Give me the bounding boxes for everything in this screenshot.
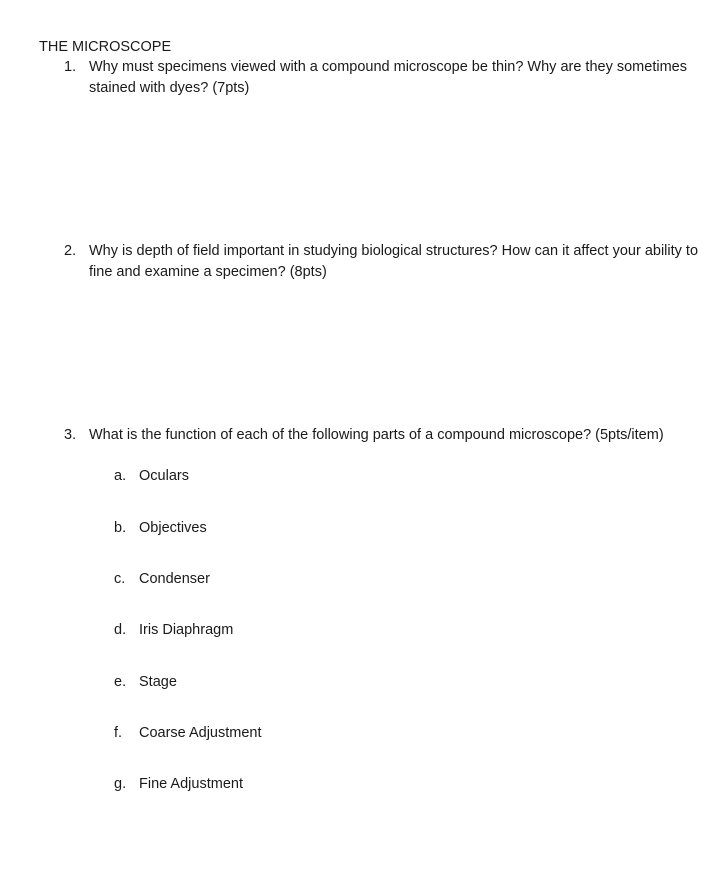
question-number: 3. — [64, 427, 77, 443]
part-label: Oculars — [139, 468, 189, 484]
part-label: Coarse Adjustment — [139, 725, 262, 741]
question-2 — [64, 241, 704, 282]
part-letter: d. — [114, 622, 127, 638]
part-label: Fine Adjustment — [139, 776, 243, 792]
question-1 — [64, 57, 704, 98]
question-text: Why is depth of field important in studying biological structures? How can it affect your ability to fine and examine a specimen? (8pts) — [89, 243, 699, 280]
part-letter: b. — [114, 520, 127, 536]
part-letter: a. — [114, 468, 127, 484]
part-label: Objectives — [139, 520, 207, 536]
part-item-condenser — [114, 569, 210, 590]
question-text: Why must specimens viewed with a compound microscope be thin? Why are they sometimes stained with dyes? (7pts) — [89, 59, 687, 96]
part-label: Condenser — [139, 571, 210, 587]
part-item-stage — [114, 672, 177, 693]
part-letter: c. — [114, 571, 126, 587]
part-letter: f. — [114, 725, 123, 741]
part-item-iris-diaphragm — [114, 620, 233, 641]
question-number: 1. — [64, 59, 77, 75]
part-label: Iris Diaphragm — [139, 622, 234, 638]
question-text: What is the function of each of the following parts of a compound microscope? (5pts/item) — [89, 427, 664, 443]
part-item-objectives — [114, 518, 207, 539]
part-letter: g. — [114, 776, 127, 792]
document-title: THE MICROSCOPE — [39, 39, 172, 55]
part-letter: e. — [114, 674, 127, 690]
part-item-coarse-adjustment — [114, 723, 262, 744]
part-item-fine-adjustment — [114, 774, 243, 795]
question-number: 2. — [64, 243, 77, 259]
question-3 — [64, 425, 704, 446]
part-item-oculars — [114, 466, 189, 487]
part-label: Stage — [139, 674, 177, 690]
